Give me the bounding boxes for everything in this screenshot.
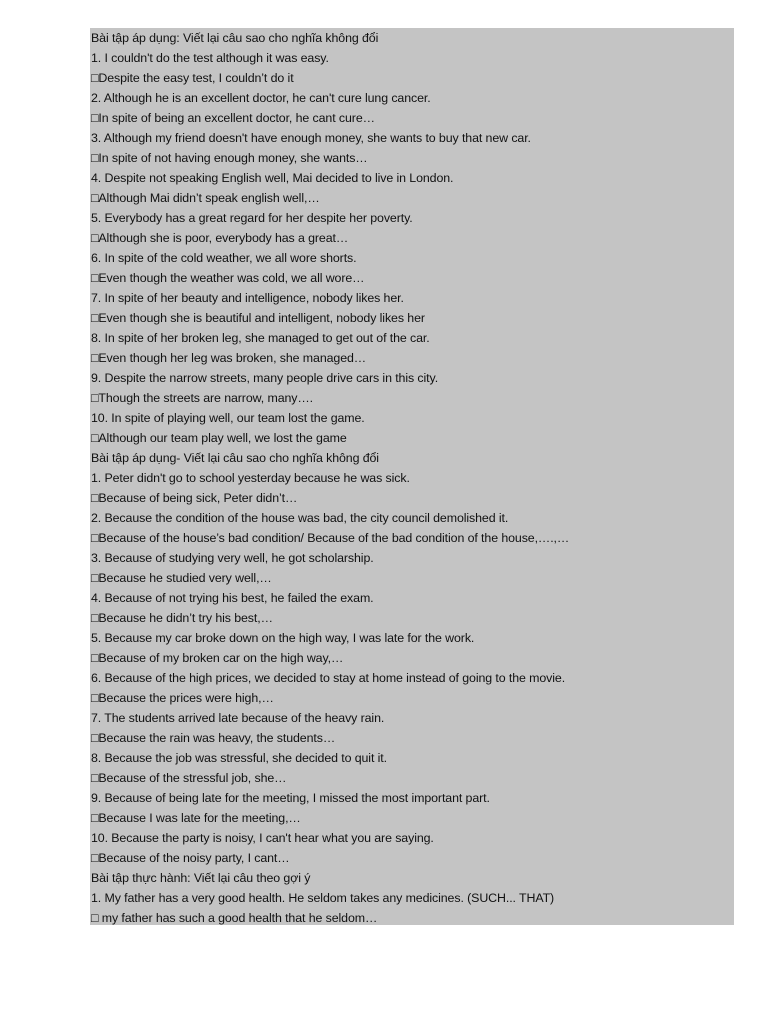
text-line: □ my father has such a good health that he seldom… <box>91 911 378 925</box>
text-line: □Though the streets are narrow, many…. <box>91 391 314 405</box>
text-line: 7. The students arrived late because of the heavy rain. <box>91 711 385 725</box>
text-line: 6. Because of the high prices, we decided to stay at home instead of going to the movie. <box>91 671 566 685</box>
text-line: 4. Because of not trying his best, he failed the exam. <box>91 591 374 605</box>
text-line: □Because of the stressful job, she… <box>91 771 287 785</box>
text-line: □Because he didn’t try his best,… <box>91 611 273 625</box>
text-line: 7. In spite of her beauty and intelligence, nobody likes her. <box>91 291 404 305</box>
text-line: 5. Everybody has a great regard for her despite her poverty. <box>91 211 413 225</box>
text-line: □Even though the weather was cold, we all wore… <box>91 271 365 285</box>
text-line: 5. Because my car broke down on the high way, I was late for the work. <box>91 631 475 645</box>
text-line: 8. In spite of her broken leg, she managed to get out of the car. <box>91 331 430 345</box>
text-line: □Although our team play well, we lost the game <box>91 431 347 445</box>
text-line: Bài tập áp dụng: Viết lại câu sao cho nghĩa không đổi <box>91 31 379 45</box>
text-line: □Even though her leg was broken, she managed… <box>91 351 367 365</box>
text-line: 1. My father has a very good health. He seldom takes any medicines. (SUCH... THAT) <box>91 891 555 905</box>
text-line: □Because of the house’s bad condition/ Because of the bad condition of the house,….,… <box>91 531 570 545</box>
text-line: □In spite of not having enough money, she wants… <box>91 151 368 165</box>
text-line: □Despite the easy test, I couldn’t do it <box>91 71 294 85</box>
text-line: 2. Although he is an excellent doctor, he can't cure lung cancer. <box>91 91 431 105</box>
document-text-block <box>90 28 734 925</box>
text-line: □Because of the noisy party, I cant… <box>91 851 290 865</box>
text-line: 2. Because the condition of the house was bad, the city council demolished it. <box>91 511 509 525</box>
text-line: □Because he studied very well,… <box>91 571 272 585</box>
text-line: 8. Because the job was stressful, she decided to quit it. <box>91 751 387 765</box>
text-line: 1. I couldn't do the test although it was easy. <box>91 51 329 65</box>
text-line: □In spite of being an excellent doctor, he cant cure… <box>91 111 375 125</box>
text-line: 10. In spite of playing well, our team lost the game. <box>91 411 365 425</box>
text-line: □Because I was late for the meeting,… <box>91 811 301 825</box>
text-line: 6. In spite of the cold weather, we all wore shorts. <box>91 251 357 265</box>
text-line: Bài tập áp dụng- Viết lại câu sao cho nghĩa không đổi <box>91 451 379 465</box>
text-line: □Even though she is beautiful and intelligent, nobody likes her <box>91 311 425 325</box>
text-line: □Because the rain was heavy, the students… <box>91 731 336 745</box>
text-line: □Although Mai didn’t speak english well,… <box>91 191 320 205</box>
text-line: 9. Despite the narrow streets, many people drive cars in this city. <box>91 371 439 385</box>
text-line: □Although she is poor, everybody has a great… <box>91 231 349 245</box>
text-line: 3. Because of studying very well, he got scholarship. <box>91 551 374 565</box>
text-line: Bài tập thực hành: Viết lại câu theo gợi ý <box>91 871 311 885</box>
text-line: 3. Although my friend doesn't have enough money, she wants to buy that new car. <box>91 131 531 145</box>
text-line: 1. Peter didn't go to school yesterday because he was sick. <box>91 471 410 485</box>
text-line: □Because of being sick, Peter didn’t… <box>91 491 298 505</box>
text-line: 4. Despite not speaking English well, Mai decided to live in London. <box>91 171 454 185</box>
text-line: □Because of my broken car on the high way,… <box>91 651 344 665</box>
text-line: □Because the prices were high,… <box>91 691 274 705</box>
text-line: 9. Because of being late for the meeting, I missed the most important part. <box>91 791 490 805</box>
text-line: 10. Because the party is noisy, I can't hear what you are saying. <box>91 831 434 845</box>
